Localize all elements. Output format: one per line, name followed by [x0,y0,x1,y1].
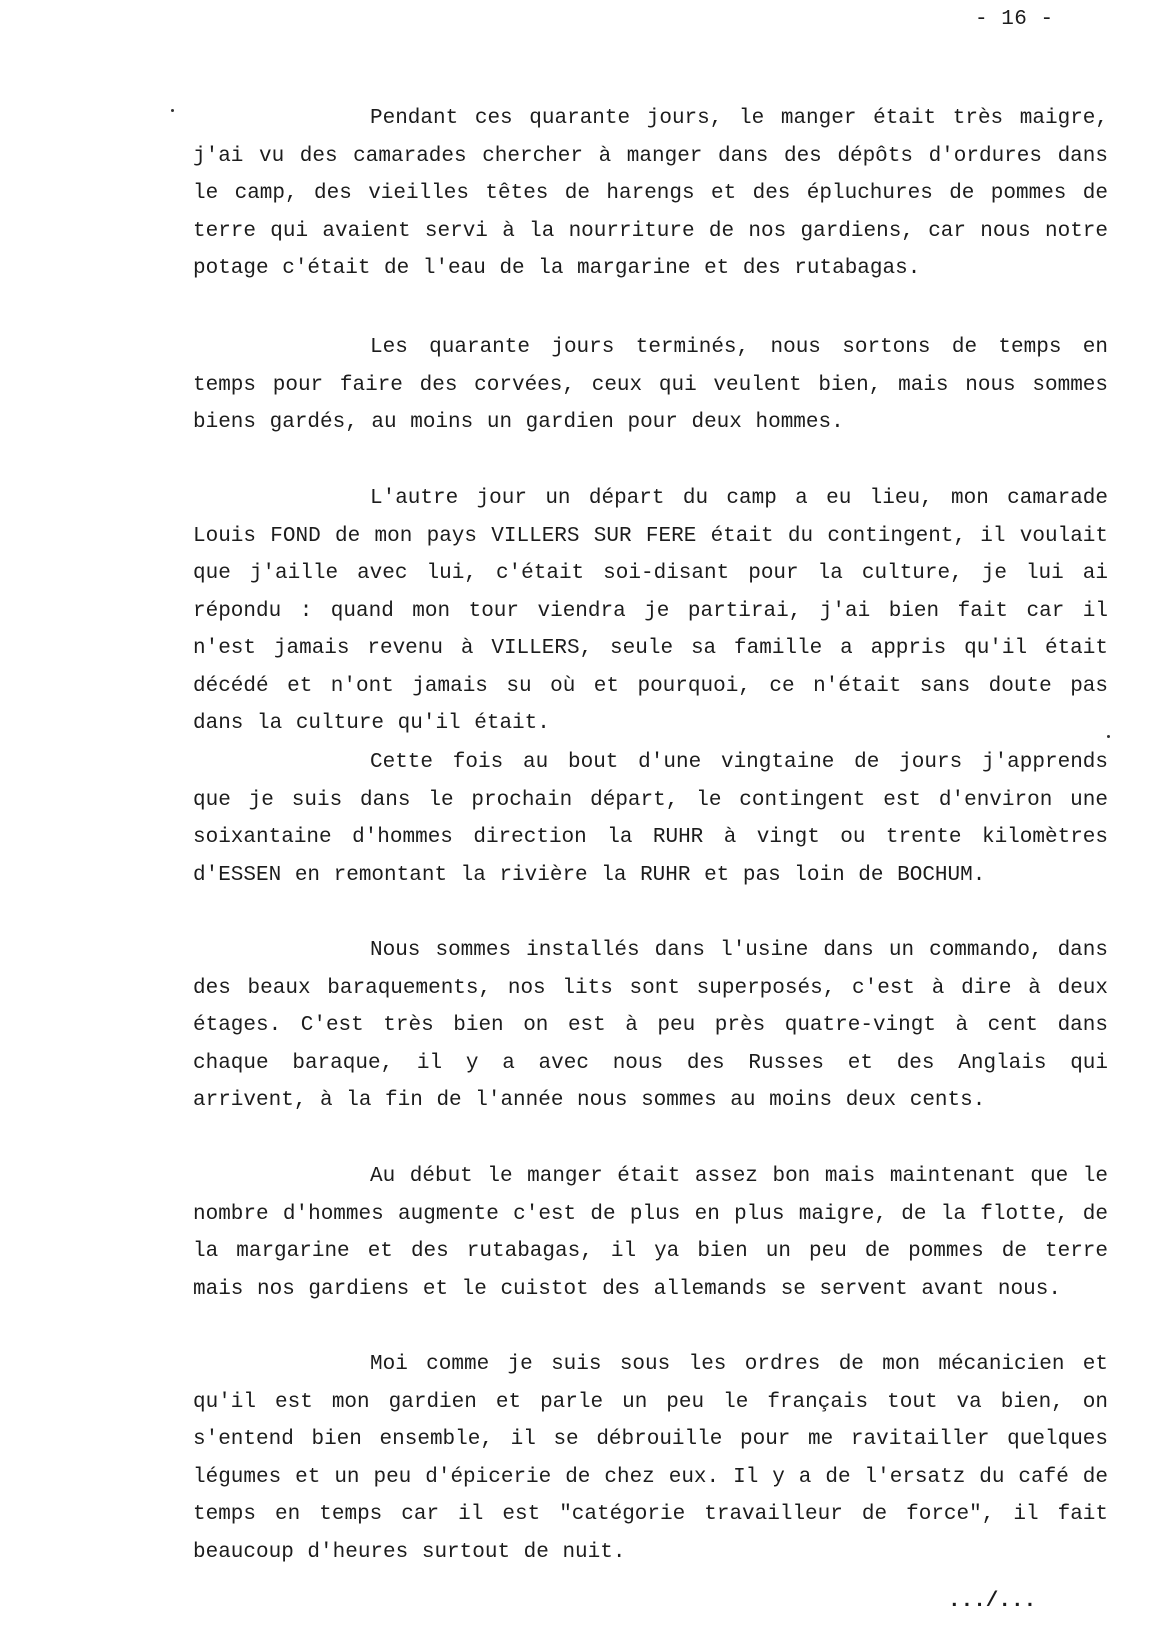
continuation-mark: .../... [948,1590,1037,1613]
paragraph-2: Les quarante jours terminés, nous sortons de temps en temps pour faire des corvées, ceux qui veulent bien, mais nous sommes biens gardés, au moins un gardien pour deux hommes. [193,336,1108,434]
paragraph-7: Moi comme je suis sous les ordres de mon mécanicien et qu'il est mon gardien et parle un peu le français tout va bien, on s'entend bien ensemble, il se débrouille pour me ravitailler quelques légumes et un peu d'épicerie de chez eux. Il y a de l'ersatz du café de temps en temps car il est "catégorie travailleur de force", il fait beaucoup d'heures surtout de nuit. [193,1353,1108,1564]
scan-speck [171,109,174,112]
paragraph-3: L'autre jour un départ du camp a eu lieu, mon camarade Louis FOND de mon pays VILLERS SUR FERE était du contingent, il voulait que j'aille avec lui, c'était soi-disant pour la culture, je lui ai répondu : quand mon tour viendra je partirai, j'ai bien fait car il n'est jamais revenu à VILLERS, seule sa famille a appris qu'il était décédé et n'ont jamais su où et pourquoi, ce n'était sans doute pas dans la culture qu'il était. [193,487,1108,735]
page-number: - 16 - [975,8,1054,31]
paragraph-6: Au début le manger était assez bon mais maintenant que le nombre d'hommes augmente c'est de plus en plus maigre, de la flotte, de la margarine et des rutabagas, il ya bien un peu de pommes de terre mais nos gardiens et le cuistot des allemands se servent avant nous. [193,1165,1108,1301]
paragraph-4: Cette fois au bout d'une vingtaine de jours j'apprends que je suis dans le prochain départ, le contingent est d'environ une soixantaine d'hommes direction la RUHR à vingt ou trente kilomètres d'ESSEN en remontant la rivière la RUHR et pas loin de BOCHUM. [193,751,1108,887]
paragraph-5: Nous sommes installés dans l'usine dans un commando, dans des beaux baraquements, nos lits sont superposés, c'est à dire à deux étages. C'est très bien on est à peu près quatre-vingt à cent dans chaque baraque, il y a avec nous des Russes et des Anglais qui arrivent, à la fin de l'année nous sommes au moins deux cents. [193,939,1108,1112]
paragraph-1: Pendant ces quarante jours, le manger était très maigre, j'ai vu des camarades chercher à manger dans des dépôts d'ordures dans le camp, des vieilles têtes de harengs et des épluchures de pommes de terre qui avaient servi à la nourriture de nos gardiens, car nous notre potage c'était de l'eau de la margarine et des rutabagas. [193,107,1108,280]
